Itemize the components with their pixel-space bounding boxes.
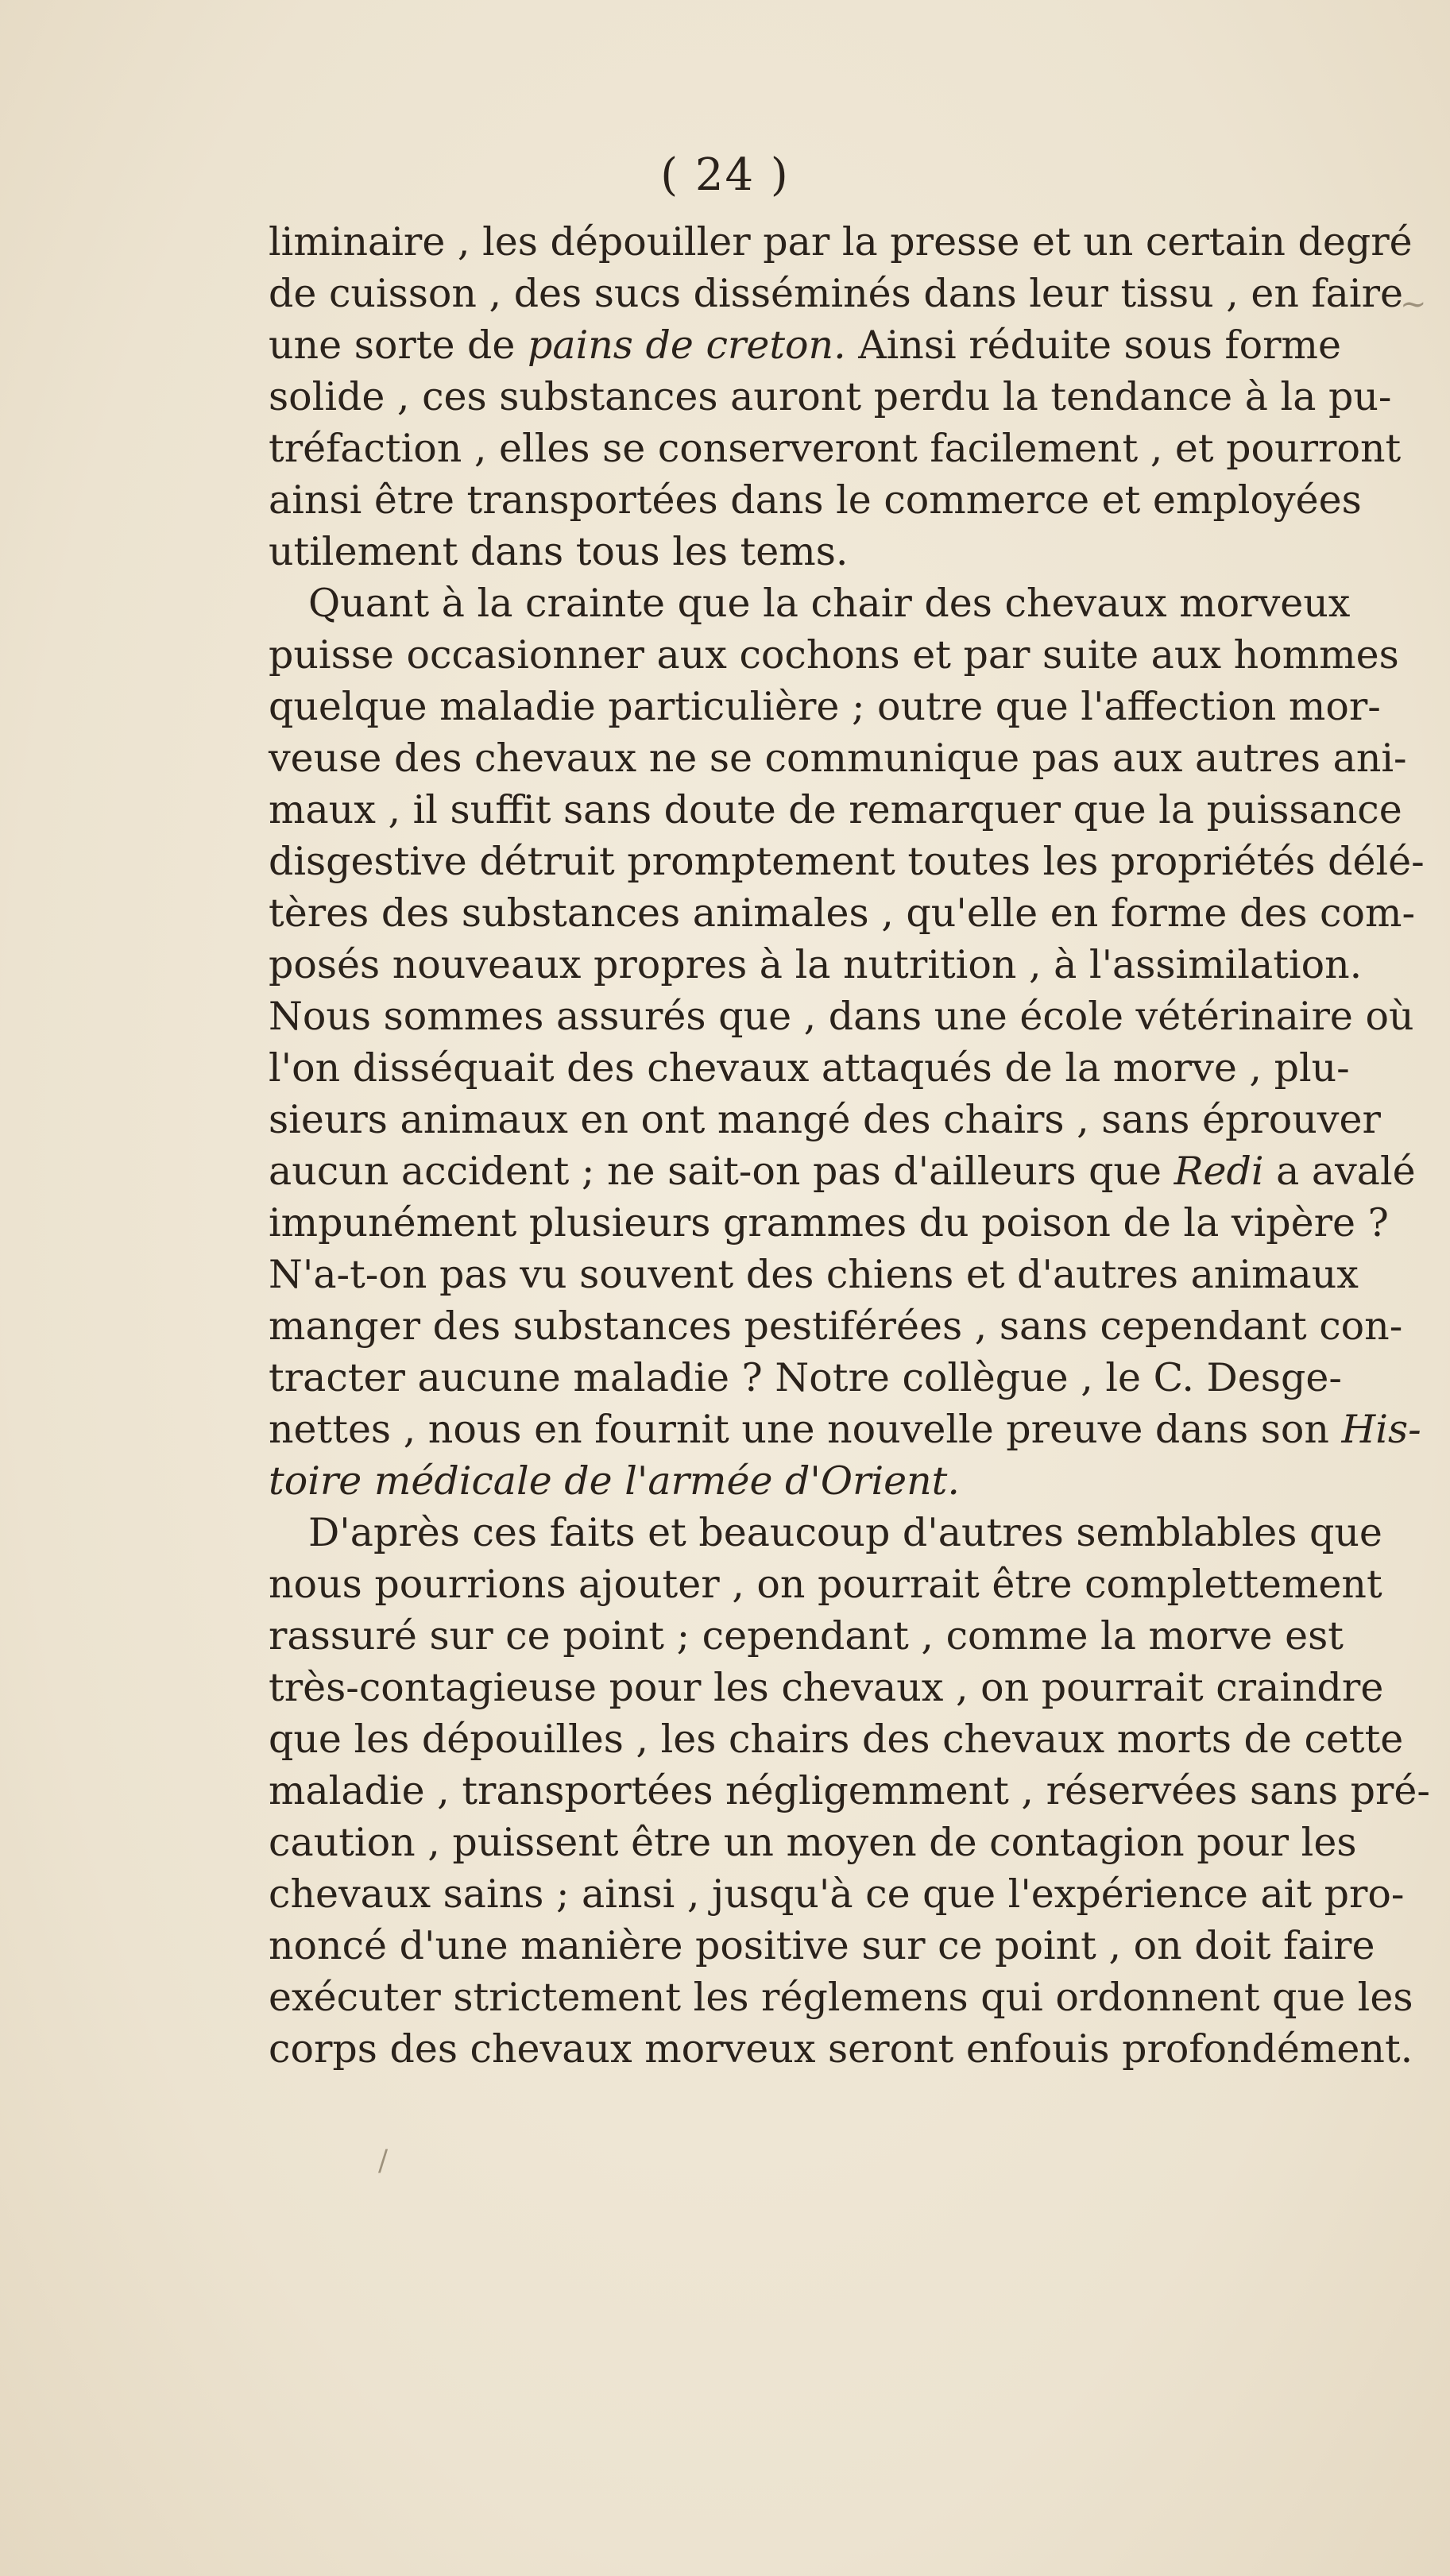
text-line: D'après ces faits et beaucoup d'autres semblables que <box>308 1510 1382 1555</box>
text-line: ainsi être transportées dans le commerce et employées <box>269 477 1362 523</box>
text-line: solide , ces substances auront perdu la tendance à la pu- <box>269 374 1392 419</box>
paper-mark: / <box>378 2145 389 2177</box>
text-line: tracter aucune maladie ? Notre collègue , le C. Desge- <box>269 1355 1342 1400</box>
text-line: nous pourrions ajouter , on pourrait être complettement <box>269 1562 1382 1607</box>
text-line: l'on disséquait des chevaux attaqués de la morve , plu- <box>269 1045 1350 1091</box>
italic-phrase: pains de creton. <box>527 322 846 368</box>
text-line: aucun accident ; ne sait-on pas d'ailleurs que Redi a avalé <box>269 1149 1416 1194</box>
page-number: ( 24 ) <box>660 149 790 201</box>
text-line: N'a-t-on pas vu souvent des chiens et d'autres animaux <box>269 1252 1359 1297</box>
text-line: Quant à la crainte que la chair des chevaux morveux <box>308 581 1351 626</box>
text-line: que les dépouilles , les chairs des chevaux morts de cette <box>269 1717 1404 1762</box>
text-line: une sorte de pains de creton. Ainsi réduite sous forme <box>269 322 1341 368</box>
text-line: tères des substances animales , qu'elle en forme des com- <box>269 890 1416 936</box>
paragraph-3 <box>269 1507 1430 2075</box>
text-line: chevaux sains ; ainsi , jusqu'à ce que l'expérience ait pro- <box>269 1871 1405 1917</box>
text-line: rassuré sur ce point ; cependant , comme la morve est <box>269 1613 1344 1659</box>
text-line: caution , puissent être un moyen de contagion pour les <box>269 1820 1357 1865</box>
paragraph-1 <box>269 216 1413 577</box>
italic-name: Redi <box>1174 1149 1264 1194</box>
text-line: posés nouveaux propres à la nutrition , à l'assimilation. <box>269 942 1363 987</box>
text-line: manger des substances pestiférées , sans cependant con- <box>269 1303 1403 1349</box>
text-line: quelque maladie particulière ; outre que l'affection mor- <box>269 684 1381 729</box>
text-line: très-contagieuse pour les chevaux , on pourrait craindre <box>269 1665 1384 1710</box>
text-line: disgestive détruit promptement toutes les propriétés délé- <box>269 839 1425 884</box>
text-line: maux , il suffit sans doute de remarquer que la puissance <box>269 787 1402 832</box>
text-line: maladie , transportées négligemment , réservées sans pré- <box>269 1768 1430 1813</box>
text-line: corps des chevaux morveux seront enfouis profondément. <box>269 2026 1413 2072</box>
text-line: impunément plusieurs grammes du poison de la vipère ? <box>269 1200 1389 1246</box>
text-line: liminaire , les dépouiller par la presse et un certain degré <box>269 219 1413 265</box>
text-line: nettes , nous en fournit une nouvelle preuve dans son His- <box>269 1407 1421 1452</box>
text-line: sieurs animaux en ont mangé des chairs , sans éprouver <box>269 1097 1381 1142</box>
paragraph-2 <box>269 577 1425 1507</box>
text-line <box>269 1455 1341 1507</box>
text-line: exécuter strictement les réglemens qui ordonnent que les <box>269 1975 1413 2020</box>
text-line: Nous sommes assurés que , dans une école vétérinaire où <box>269 994 1414 1039</box>
italic-title: His- <box>1341 1407 1421 1452</box>
body-text <box>269 216 1430 2075</box>
italic-title: toire médicale de l'armée d'Orient. <box>269 1458 960 1504</box>
text-line: tréfaction , elles se conserveront facilement , et pourront <box>269 426 1402 471</box>
text-line: veuse des chevaux ne se communique pas aux autres ani- <box>269 736 1407 781</box>
text-line: puisse occasionner aux cochons et par suite aux hommes <box>269 632 1399 678</box>
text-line: utilement dans tous les tems. <box>269 529 849 574</box>
paper-mark: ~ <box>1400 286 1427 322</box>
text-line: noncé d'une manière positive sur ce point , on doit faire <box>269 1923 1375 1968</box>
text-line: de cuisson , des sucs disséminés dans leur tissu , en faire <box>269 271 1403 316</box>
